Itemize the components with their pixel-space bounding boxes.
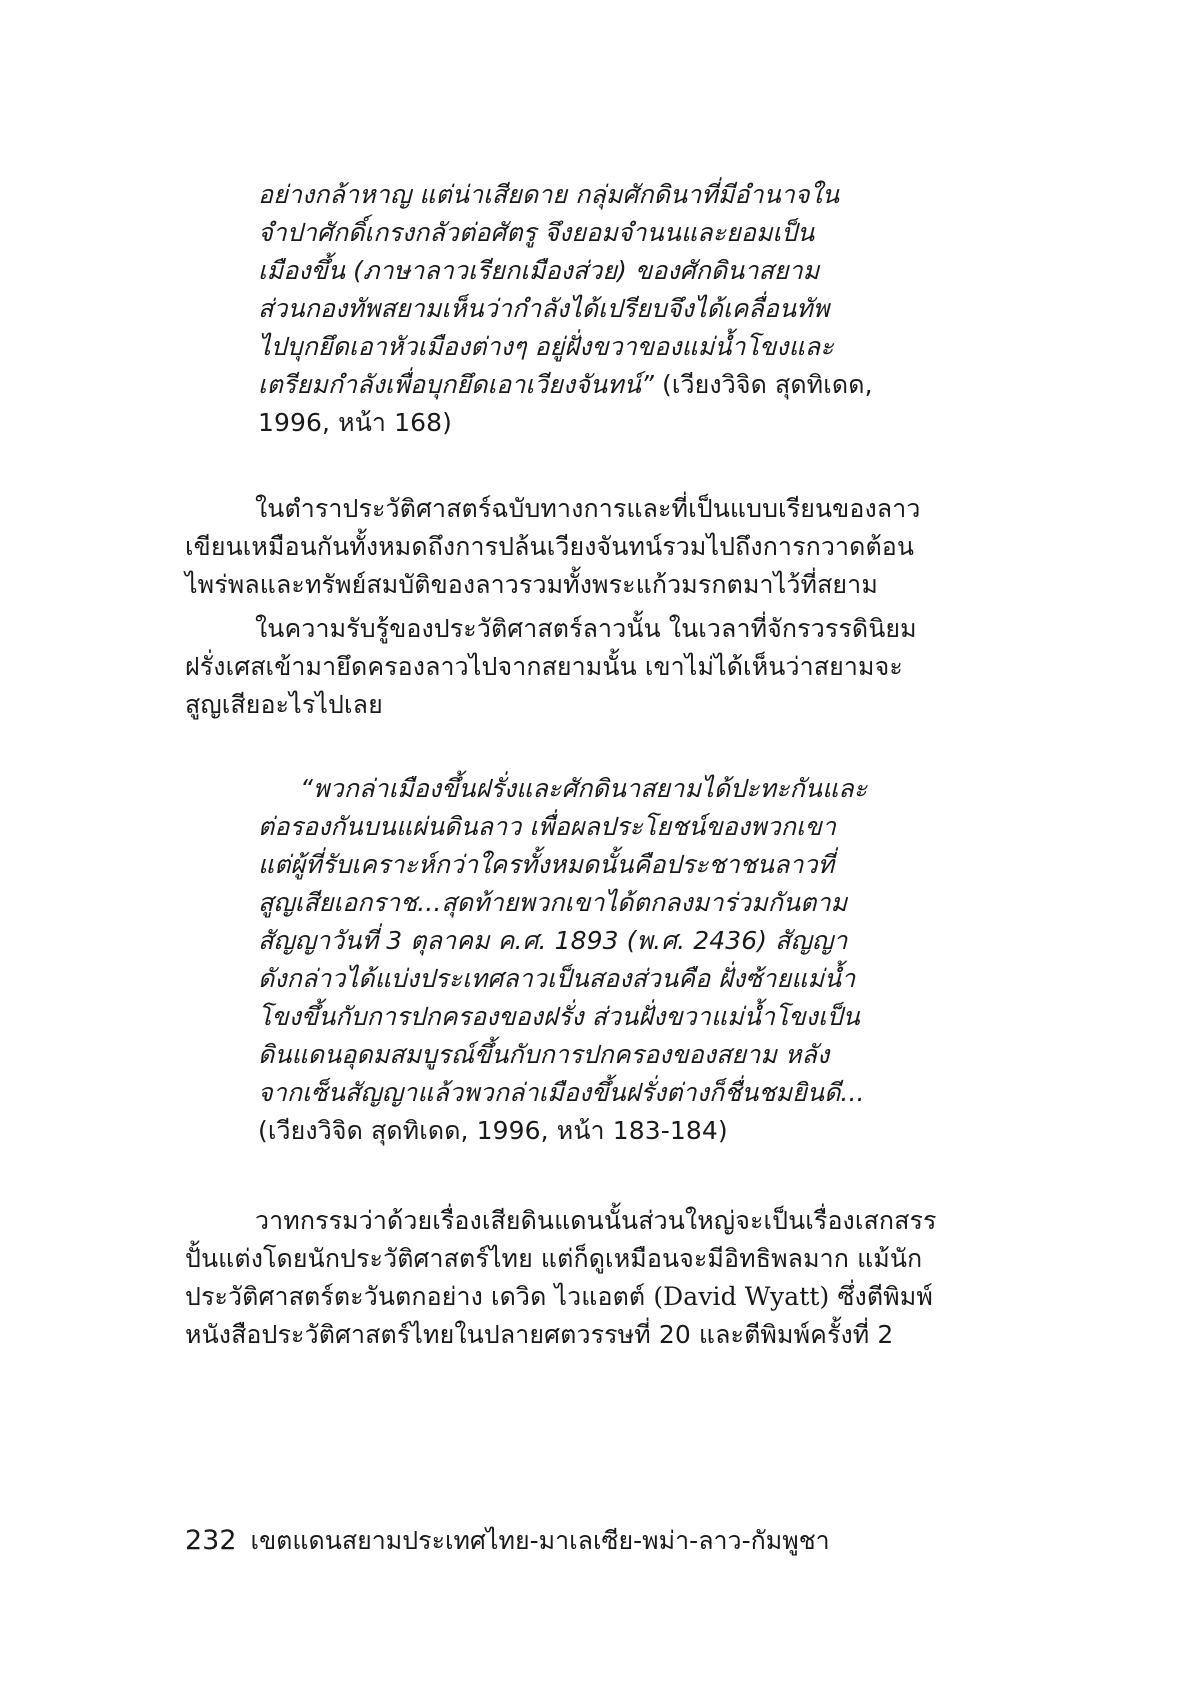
paragraph-text: ประวัติศาสตร์ตะวันตกอย่าง เดวิด ไวแอตต์ [185,1282,654,1311]
quote-line: ไปบุกยึดเอาหัวเมืองต่างๆ อยู่ฝั่งขวาของแม่น้ำโขงและ [258,332,834,361]
paragraph-line: ไพร่พลและทรัพย์สมบัติของลาวรวมทั้งพระแก้วมรกตมาไว้ที่สยาม [185,570,878,599]
quote-line: “พวกล่าเมืองขึ้นฝรั่งและศักดินาสยามได้ปะทะกันและ [300,774,868,803]
quote-line: เมืองขึ้น (ภาษาลาวเรียกเมืองส่วย) ของศักดินาสยาม [258,256,820,285]
quote-line: อย่างกล้าหาญ แต่น่าเสียดาย กลุ่มศักดินาที่มีอำนาจใน [258,180,840,209]
page-footer [185,1524,830,1558]
paragraph-line: ฝรั่งเศสเข้ามายึดครองลาวไปจากสยามนั้น เขาไม่ได้เห็นว่าสยามจะ [185,652,903,681]
citation-text: (เวียงวิจิด สุดทิเดด, 1996, หน้า 183-184) [258,1116,728,1145]
paragraph-line: หนังสือประวัติศาสตร์ไทยในปลายศตวรรษที่ 20 และตีพิมพ์ครั้งที่ 2 [185,1320,894,1349]
page-number: 232 [185,1525,237,1556]
quote-text: เตรียมกำลังเพื่อบุกยึดเอาเวียงจันทน์” [258,370,654,399]
quote-line: สูญเสียเอกราช...สุดท้ายพวกเขาได้ตกลงมาร่วมกันตาม [258,888,848,917]
paragraph-line: เขียนเหมือนกันทั้งหมดถึงการปล้นเวียงจันทน์รวมไปถึงการกวาดต้อน [185,532,915,561]
quote-line: ดินแดนอุดมสมบูรณ์ขึ้นกับการปกครองของสยาม หลัง [258,1040,830,1069]
running-title: เขตแดนสยามประเทศไทย-มาเลเซีย-พม่า-ลาว-กัมพูชา [250,1526,830,1555]
paragraph-line: ในความรับรู้ของประวัติศาสตร์ลาวนั้น ในเวลาที่จักรวรรดินิยม [255,614,917,643]
quote-line: ต่อรองกันบนแผ่นดินลาว เพื่อผลประโยชน์ของพวกเขา [258,812,837,841]
quote-line-with-citation [258,368,898,404]
quote-line: แต่ผู้ที่รับเคราะห์กว่าใครทั้งหมดนั้นคือประชาชนลาวที่ [258,850,835,879]
paragraph-line: ในตำราประวัติศาสตร์ฉบับทางการและที่เป็นแบบเรียนของลาว [255,494,921,523]
paragraph-text: ซึ่งตีพิมพ์ [829,1282,933,1311]
latin-name: (David Wyatt) [653,1282,830,1311]
quote-line: จำปาศักดิ์เกรงกลัวต่อศัตรู จึงยอมจำนนและยอมเป็น [258,218,815,247]
paragraph-line [185,1280,965,1316]
paragraph-line: ปั้นแต่งโดยนักประวัติศาสตร์ไทย แต่ก็ดูเหมือนจะมีอิทธิพลมาก แม้นัก [185,1244,923,1273]
quote-line: สัญญาวันที่ 3 ตุลาคม ค.ศ. 1893 (พ.ศ. 2436) สัญญา [258,926,848,955]
quote-line: ส่วนกองทัพสยามเห็นว่ากำลังได้เปรียบจึงได้เคลื่อนทัพ [258,294,830,323]
citation-end: 1996, หน้า 168) [258,408,452,437]
paragraph-line: วาทกรรมว่าด้วยเรื่องเสียดินแดนนั้นส่วนใหญ่จะเป็นเรื่องเสกสรร [255,1206,937,1235]
citation-text: (เวียงวิจิด สุดทิเดด, [653,370,873,399]
quote-line: จากเซ็นสัญญาแล้วพวกล่าเมืองขึ้นฝรั่งต่างก็ชื่นชมยินดี... [258,1078,865,1107]
paragraph-line: สูญเสียอะไรไปเลย [185,690,383,719]
quote-line: โขงขึ้นกับการปกครองของฝรั่ง ส่วนฝั่งขวาแม่น้ำโขงเป็น [258,1002,860,1031]
quote-line: ดังกล่าวได้แบ่งประเทศลาวเป็นสองส่วนคือ ฝั่งซ้ายแม่น้ำ [258,964,856,993]
